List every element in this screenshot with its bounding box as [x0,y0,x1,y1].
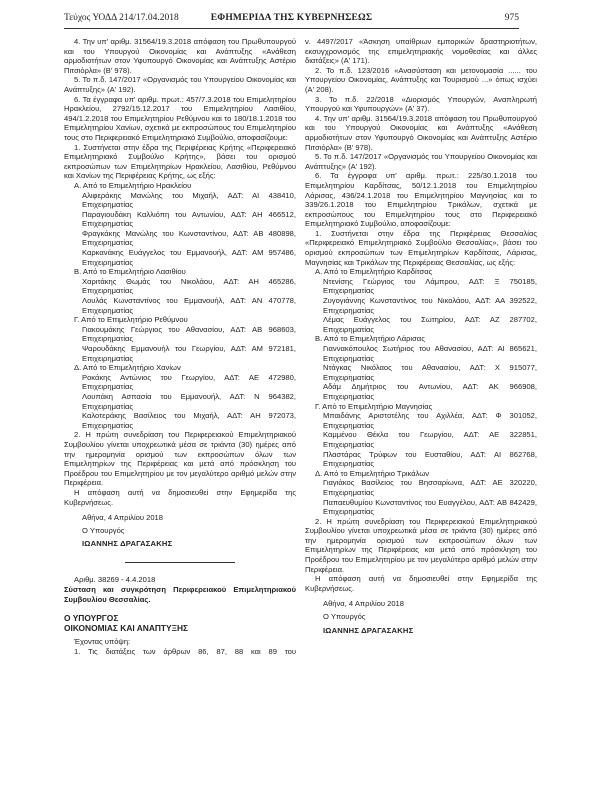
section-divider [125,562,235,563]
paragraph: 6. Τα έγγραφα υπ' αριθμ. πρωτ.: 457/7.3.2018 του Επιμελητηρίου Ηρακλείου, 2792/15.12.2017 του Επιμελητηρίου Λασιθίου, 494/1.2.2018 του Επιμελητηρίου Ρεθύμνου και το 180/18.1.2018 του Επιμελητηρίου Χανίων, σχετικά με εκπροσώπους του Επιμελητηρίου τους στο Περιφερειακό Επιμελητηριακό Συμβούλιο, αποφασίζουμε: [64,94,296,142]
paragraph: 2. Το π.δ. 123/2016 «Ανασύσταση και μετονομασία ...... του Υπουργείου Οικονομίας, Ανάπτυξης και Τουρισμού ...» όπως ισχύει (Α' 208). [305,65,537,94]
decision-title: Σύσταση και συγκρότηση Περιφερειακού Επιμελητηριακού Συμβουλίου Θεσσαλίας. [64,585,296,605]
paragraph: 5. Το π.δ. 147/2017 «Οργανισμός του Υπουργείου Οικονομίας και Ανάπτυξης» (Α' 192). [305,152,537,171]
group-title: Δ. Από το Επιμελητήριο Χανίων [74,363,181,373]
member-entry: Λουπάκη Ασπασία του Εμμανουήλ, ΑΔΤ: Ν 964382, Επιχειρηματίας [82,391,296,411]
ministry-name: ΟΙΚΟΝΟΜΙΑΣ ΚΑΙ ΑΝΑΠΤΥΞΗΣ [64,623,189,634]
paragraph: 1. Συστήνεται στην έδρα της Περιφέρειας Θεσσαλίας «Περιφερειακό Επιμελητηριακό Συμβούλιο Θεσσαλίας», βάσει του ορισμού εκπροσώπων των Επιμελητηρίων Καρδίτσας, Λάρισας, Μαγνησίας και Τρικάλων της Περιφέρειας Θεσσαλίας, ως εξής: [305,228,537,267]
group-title: Δ. Από το Επιμελητήριο Τρικάλων [315,468,430,478]
member-entry: Ροκάκης Αντώνιος του Γεωργίου, ΑΔΤ: ΑΕ 472980, Επιχειρηματίας [82,372,296,392]
paragraph: 3. Το π.δ. 22/2018 «Διορισμός Υπουργών, Αναπληρωτή Υπουργού και Υφυπουργών» (Α' 37). [305,94,537,114]
paragraph: Η απόφαση αυτή να δημοσιευθεί στην Εφημερίδα της Κυβερνήσεως. [64,487,296,507]
member-entry: Γιαννακόπουλος Σωτήριος του Αθανασίου, ΑΔΤ: ΑΙ 865621, Επιχειρηματίας [323,344,537,363]
page-number: 975 [504,13,519,23]
issue-label: Τεύχος ΥΟΔΔ 214/17.04.2018 [64,13,179,23]
group-title: Α. Από το Επιμελητήριο Καρδίτσας [315,267,433,277]
paragraph: ν. 4497/2017 «Άσκηση υπαίθριων εμπορικών δραστηριοτήτων, εκσυγχρονισμός της επιμελητηριακής νομοθεσίας και άλλες διατάξεις» (Α' 171). [305,37,537,66]
signatory-name: ΙΩΑΝΝΗΣ ΔΡΑΓΑΣΑΚΗΣ [82,539,173,549]
member-entry: Πλαστάρας Τρύφων του Ευσταθίου, ΑΔΤ: ΑΙ 862768, Επιχειρηματίας [323,449,537,469]
paragraph: 4. Την υπ' αριθμ. 31564/19.3.2018 απόφαση του Πρωθυπουργού και του Υπουργού Οικονομίας και Ανάπτυξης «Ανάθεση αρμοδιοτήτων στον Υφυπουργό Οικονομίας και Ανάπτυξης Αστέριο Πιτσιόρλα» (Β' 978). [305,113,537,152]
right-column [305,37,537,635]
signatory-position: Ο Υπουργός [323,612,366,622]
paragraph: 1. Συστήνεται στην έδρα της Περιφέρειας Κρήτης «Περιφερειακό Επιμελητηριακό Συμβούλιο Κρήτης», βάσει του ορισμού εκπροσώπων των Επιμελητηρίων Ηρακλείου, Λασιθίου, Ρεθύμνου και Χανίων της Περιφέρειας Κρήτης, ως εξής: [64,142,296,181]
member-entry: Αλιφεράκης Μανώλης του Μιχαήλ, ΑΔΤ: ΑΙ 438410, Επιχειρηματίας [82,190,296,210]
signing-date: Αθήνα, 4 Απριλίου 2018 [323,599,405,609]
having-regard: Έχοντας υπόψη: [74,637,131,647]
member-entry: Καλοτεράκης Βασίλειος του Μιχαήλ, ΑΔΤ: ΑΗ 972073, Επιχειρηματίας [82,411,296,430]
left-column [64,37,296,657]
paragraph: Η απόφαση αυτή να δημοσιευθεί στην Εφημερίδα της Κυβερνήσεως. [305,574,537,593]
group-title: Β. Από το Επιμελητήριο Λάρισας [315,334,425,344]
member-entry: Μπαιδάνης Αριστοτέλης του Αχιλλέα, ΑΔΤ: Φ 301052, Επιχειρηματίας [323,411,537,430]
signatory-name: ΙΩΑΝΝΗΣ ΔΡΑΓΑΣΑΚΗΣ [323,625,414,635]
member-entry: Ντάγκας Νικόλαος του Αθανασίου, ΑΔΤ: Χ 915077, Επιχειρηματίας [323,363,537,382]
signatory-position: Ο Υπουργός [82,525,125,535]
group-title: Γ. Από το Επιμελητήριο Ρεθύμνου [74,315,188,325]
paragraph: 2. Η πρώτη συνεδρίαση του Περιφερειακού Επιμελητηριακού Συμβουλίου γίνεται υποχρεωτικά μέσα σε τριάντα (30) ημέρες από την ημερομηνία ορισμού των εκπροσώπων όλων των Επιμελητηρίων της Περιφέρειας και μετά από πρόσκληση του Προέδρου του Επιμελητηρίου με τον μεγαλύτερο αριθμό μελών στην Περιφέρεια. [64,430,296,488]
member-entry: Γιακουμάκης Γεώργιος του Αθανασίου, ΑΔΤ: ΑΒ 968603, Επιχειρηματίας [82,324,296,344]
member-entry: Ψαρουδάκης Εμμανουήλ του Γεωργίου, ΑΔΤ: ΑΜ 972181, Επιχειρηματίας [82,344,296,363]
member-entry: Αδάμ Δημήτριος του Αντωνίου, ΑΔΤ: ΑΚ 966908, Επιχειρηματίας [323,382,537,401]
member-entry: Παπαευθυμίου Κωνσταντίνος του Ευαγγέλου, ΑΔΤ: ΑΒ 842429, Επιχειρηματίας [323,497,537,517]
member-entry: Καμμένου Θέκλα του Γεωργίου, ΑΔΤ: ΑΕ 322851, Επιχειρηματίας [323,430,537,449]
signing-date: Αθήνα, 4 Απριλίου 2018 [82,513,164,523]
member-entry: Χαριτάκης Θωμάς του Νικολάου, ΑΔΤ: ΑΗ 465286, Επιχειρηματίας [82,276,296,296]
member-entry: Παραγιουδάκη Καλλιόπη του Αντωνίου, ΑΔΤ: ΑΗ 466512, Επιχειρηματίας [82,209,296,229]
gazette-title: ΕΦΗΜΕΡΙΔΑ ΤΗΣ ΚΥΒΕΡΝΗΣΕΩΣ [210,13,373,23]
member-entry: Λουλάς Κωνσταντίνος του Εμμανουήλ, ΑΔΤ: ΑΝ 470778, Επιχειρηματίας [82,296,296,315]
group-title: Γ. Από το Επιμελητήριο Μαγνησίας [315,401,433,411]
paragraph: 2. Η πρώτη συνεδρίαση του Περιφερειακού Επιμελητηριακού Συμβουλίου γίνεται υποχρεωτικά μέσα σε τριάντα (30) ημέρες από την ημερομηνία ορισμού των εκπροσώπων όλων των Επιμελητηρίων της Περιφέρειας και μετά από πρόσκληση του Προέδρου του Επιμελητηρίου με τον μεγαλύτερο αριθμό μελών στην Περιφέρεια. [305,516,537,574]
paragraph: 5. Το π.δ. 147/2017 «Οργανισμός του Υπουργείου Οικονομίας και Ανάπτυξης» (Α' 192). [64,75,296,94]
group-title: Β. Από το Επιμελητήριο Λασιθίου [74,267,186,277]
paragraph: 4. Την υπ' αριθμ. 31564/19.3.2018 απόφαση του Πρωθυπουργού και του Υπουργού Οικονομίας και Ανάπτυξης «Ανάθεση αρμοδιοτήτων στον Υφυπουργό Οικονομίας και Ανάπτυξης Αστέριο Πιτσιόρλα» (Β' 978). [64,37,296,75]
paragraph: 6. Τα έγγραφα υπ' αριθμ. πρωτ.: 225/30.1.2018 του Επιμελητηρίου Καρδίτσας, 50/12.1.2018 του Επιμελητηρίου Λάρισας, 436/24.1.2018 του Επιμελητηρίου Μαγνησίας και το 339/26.1.2018 του Επιμελητηρίου Τρικάλων, σχετικά με εκπροσώπους του Επιμελητηρίου τους στο Περιφερειακό Επιμελητηριακό Συμβούλιο, αποφασίζουμε: [305,171,537,229]
member-entry: Ντενίσης Γεώργιος του Λάμπρου, ΑΔΤ: Ξ 750185, Επιχειρηματίας [323,276,537,296]
header-rule [64,28,519,29]
page-header [64,13,519,27]
member-entry: Γιαγιάκος Βασίλειος του Βησσαρίωνα, ΑΔΤ: ΑΕ 320220, Επιχειρηματίας [323,478,537,497]
paragraph: 1. Τις διατάξεις των άρθρων 86, 87, 88 και 89 του [74,647,296,657]
member-entry: Καρκανάκης Ευάγγελος του Εμμανουήλ, ΑΔΤ: ΑΜ 957486, Επιχειρηματίας [82,248,296,267]
minister-title: Ο ΥΠΟΥΡΓΟΣ [64,612,119,623]
member-entry: Ζυγογιάννης Κωνσταντίνος του Νικολάου, ΑΔΤ: ΑΑ 392522, Επιχειρηματίας [323,296,537,315]
member-entry: Λέμας Ευάγγελος του Σωτηρίου, ΑΔΤ: ΑΖ 287702, Επιχειρηματίας [323,315,537,334]
group-title: Α. Από το Επιμελητήριο Ηρακλείου [74,180,192,190]
decision-number: Αριθμ. 38269 - 4.4.2018 [74,574,156,584]
member-entry: Φραγκάκης Μανώλης του Κωνσταντίνου, ΑΔΤ: ΑΒ 480898, Επιχειρηματίας [82,228,296,248]
